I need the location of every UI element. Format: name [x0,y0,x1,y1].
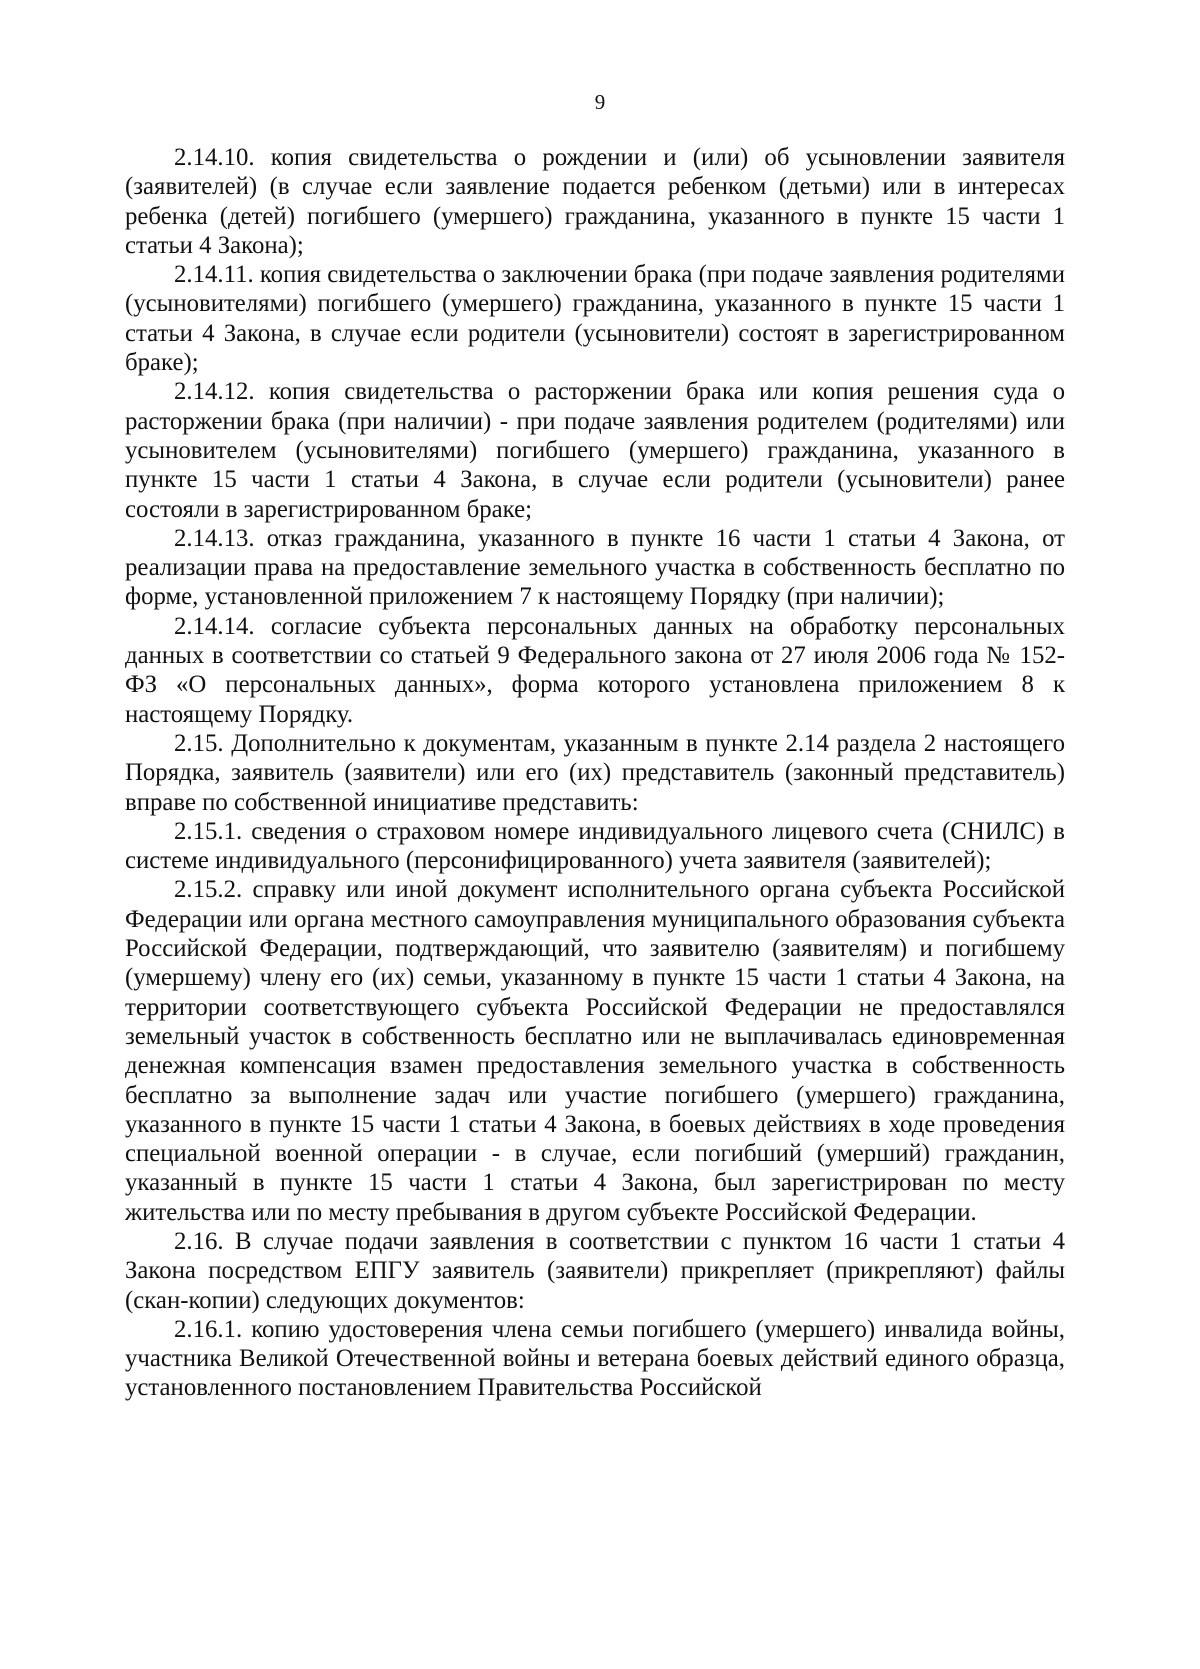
paragraph-2-15-1: 2.15.1. сведения о страховом номере индивидуального лицевого счета (СНИЛС) в системе индивидуального (персонифицированного) учета заявителя (заявителей); [125,817,1065,875]
paragraph-2-16: 2.16. В случае подачи заявления в соответствии с пунктом 16 части 1 статьи 4 Закона посредством ЕПГУ заявитель (заявители) прикрепляет (прикрепляют) файлы (скан-копии) следующих документов: [125,1227,1065,1314]
paragraph-2-14-11: 2.14.11. копия свидетельства о заключении брака (при подаче заявления родителями (усыновителями) погибшего (умершего) гражданина, указанного в пункте 15 части 1 статьи 4 Закона, в случае если родители (усыновители) состоят в зарегистрированном браке); [125,261,1065,377]
paragraph-2-14-13: 2.14.13. отказ гражданина, указанного в пункте 16 части 1 статьи 4 Закона, от реализации права на предоставление земельного участка в собственность бесплатно по форме, установленной приложением 7 к настоящему Порядку (при наличии); [125,524,1065,611]
paragraph-2-16-1: 2.16.1. копию удостоверения члена семьи погибшего (умершего) инвалида войны, участника Великой Отечественной войны и ветерана боевых действий единого образца, установленного постановлением Правительства Российской [125,1315,1065,1402]
page-number: 9 [594,90,606,114]
paragraph-2-15: 2.15. Дополнительно к документам, указанным в пункте 2.14 раздела 2 настоящего Порядка, заявитель (заявители) или его (их) представитель (законный представитель) вправе по собственной инициативе представить: [125,729,1065,816]
paragraph-2-14-12: 2.14.12. копия свидетельства о расторжении брака или копия решения суда о расторжении брака (при наличии) - при подаче заявления родителем (родителями) или усыновителем (усыновителями) погибшего (умершего) гражданина, указанного в пункте 15 части 1 статьи 4 Закона, в случае если родители (усыновители) ранее состояли в зарегистрированном браке; [125,378,1065,523]
paragraph-2-14-10: 2.14.10. копия свидетельства о рождении и (или) об усыновлении заявителя (заявителей) (в случае если заявление подается ребенком (детьми) или в интересах ребенка (детей) погибшего (умершего) гражданина, указанного в пункте 15 части 1 статьи 4 Закона); [125,144,1065,259]
paragraph-2-14-14: 2.14.14. согласие субъекта персональных данных на обработку персональных данных в соответствии со статьей 9 Федерального закона от 27 июля 2006 года № 152-ФЗ «О персональных данных», форма которого установлена приложением 8 к настоящему Порядку. [125,612,1065,728]
paragraph-2-15-2: 2.15.2. справку или иной документ исполнительного органа субъекта Российской Федерации или органа местного самоуправления муниципального образования субъекта Российской Федерации, подтверждающий, что заявителю (заявителям) и погибшему (умершему) члену его (их) семьи, указанному в пункте 15 части 1 статьи 4 Закона, на территории соответствующего субъекта Российской Федерации не предоставлялся земельный участок в собственность бесплатно или не выплачивалась единовременная денежная компенсация взамен предоставления земельного участка в собственность бесплатно за выполнение задач или участие погибшего (умершего) гражданина, указанного в пункте 15 части 1 статьи 4 Закона, в боевых действиях в ходе проведения специальной военной операции - в случае, если погибший (умерший) гражданин, указанный в пункте 15 части 1 статьи 4 Закона, был зарегистрирован по месту жительства или по месту пребывания в другом субъекте Российской Федерации. [125,876,1065,1226]
document-body [125,143,1065,1403]
